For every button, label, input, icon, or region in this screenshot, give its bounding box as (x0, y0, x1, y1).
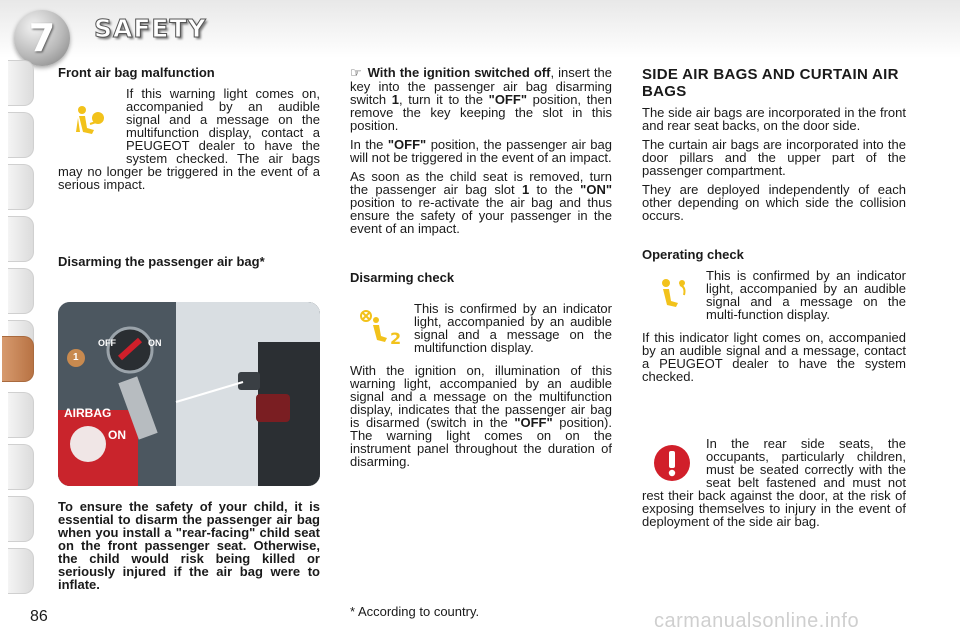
rear-seat-warning-block (642, 437, 906, 534)
off-paragraph (350, 138, 612, 164)
off-label: "OFF" (387, 137, 427, 152)
malfunction-text: If this warning light comes on, accompanied by an audible signal and a message on the multifunction display, contact a PEUGEOT dealer to have the system checked. The air bags may no longer be triggered in the event of a serious impact. (58, 87, 320, 192)
illumination-paragraph (350, 364, 612, 468)
footnote: * According to country. (350, 604, 480, 619)
disarming-check-text: This is confirmed by an indicator light, accompanied by an audible signal and a message on the multifunction display. (414, 302, 612, 355)
disarming-check-heading: Disarming check (350, 270, 455, 285)
ignition-text-c: position, then remove the key keeping the slot in this position. (350, 92, 612, 133)
operating-check-text: This is confirmed by an indicator light, accompanied by an audible signal and a message on the multi-function display. (706, 269, 906, 322)
photo-label-slot: 1 (73, 352, 79, 363)
deploy-text: They are deployed independently of each other depending on which side the collision occurs. (642, 182, 906, 223)
illumination-text-b: position). The warning light comes on on the instrument panel throughout the duration of disarming. (350, 415, 612, 469)
svg-text:2: 2 (390, 329, 402, 348)
airbag-disarmed-icon (350, 302, 410, 354)
removed-slot: 1 (521, 182, 530, 197)
removed-on: "ON" (580, 182, 612, 197)
rear-seat-warning-text: In the rear side seats, the occupants, particularly children, must be seated correctly with the seat belt fastened and must not rest their back against the door, at the risk of exposing themselves to injury in the event of deployment of the side air bag. (642, 437, 906, 529)
photo-label-airbag: AIRBAG (64, 406, 112, 420)
ignition-text-b: , turn it to the (399, 92, 489, 107)
chapter-title: SAFETY (94, 14, 207, 43)
airbag-switch-photo (58, 302, 320, 486)
page-number: 86 (30, 608, 48, 625)
ignition-bold: With the ignition switched off (367, 65, 551, 80)
watermark: carmanualsonline.info (654, 610, 860, 632)
ignition-text-a: , insert the key into the passenger air bag disarming switch (350, 65, 612, 107)
warning-exclamation-icon (642, 437, 702, 489)
indicator-text: If this indicator light comes on, accompanied by an audible signal and a message, contact a PEUGEOT dealer to have the system checked. (642, 330, 906, 384)
removed-text-b: to the (529, 182, 581, 197)
airbag-warning-icon (58, 87, 122, 157)
chapter-tab-rail (0, 60, 36, 580)
chapter-number-badge (14, 10, 70, 66)
operating-check-heading: Operating check (642, 247, 744, 262)
photo-label-on: ON (148, 338, 162, 348)
disarming-heading: Disarming the passenger air bag* (58, 254, 265, 269)
curtain-airbag-text: The curtain air bags are incorporated into the door pillars and the upper part of the passenger compartment. (642, 137, 906, 178)
removed-text-c: position to re-activate the air bag and thus ensure the safety of your passenger in the event of an impact. (350, 195, 612, 236)
column-left (58, 66, 320, 276)
ignition-off: "OFF" (488, 92, 527, 107)
chapter-tab[interactable] (8, 444, 34, 490)
photo-label-on-panel: ON (108, 428, 126, 442)
chapter-tab[interactable] (8, 392, 34, 438)
malfunction-block (58, 87, 320, 197)
chapter-tab[interactable] (8, 60, 34, 106)
side-airbag-icon (642, 269, 702, 321)
disarming-check-block (350, 302, 612, 360)
illumination-text-a: With the ignition on, illumination of this warning light, accompanied by an audible signal and a message on the multifunction display, indicates that the passenger air bag is disarmed (switch in the (350, 363, 612, 430)
illumination-off: "OFF" (514, 415, 553, 430)
chapter-tab[interactable] (8, 268, 34, 314)
chapter-tab[interactable] (8, 548, 34, 594)
malfunction-heading: Front air bag malfunction (58, 65, 215, 80)
off-intro: In the (350, 137, 388, 152)
column-right (642, 66, 906, 538)
side-airbag-text: The side air bags are incorporated in the front and rear seat backs, on the door side. (642, 105, 906, 133)
chapter-tab[interactable] (8, 216, 34, 262)
ignition-slot: 1 (391, 92, 399, 107)
chapter-tab[interactable] (8, 112, 34, 158)
operating-check-block (642, 269, 906, 327)
chapter-tab-active[interactable] (2, 336, 34, 382)
child-seat-warning-text: To ensure the safety of your child, it is essential to disarm the passenger air bag when you install a "rear-facing" child seat on the front passenger seat. Otherwise, the child would risk being killed or seriously injured if the air bag were to inflate. (58, 499, 320, 592)
removed-text-a: As soon as the child seat is removed, turn the passenger air bag slot (350, 169, 612, 197)
removed-paragraph (350, 170, 612, 235)
child-seat-warning (58, 500, 320, 597)
chapter-number: 7 (28, 16, 56, 60)
bullet-icon: ☞ (350, 66, 362, 81)
column-middle (350, 66, 612, 474)
photo-label-off: OFF (98, 338, 116, 348)
chapter-tab[interactable] (8, 496, 34, 542)
ignition-paragraph (350, 66, 612, 132)
chapter-tab[interactable] (8, 164, 34, 210)
off-text: position, the passenger air bag will not be triggered in the event of an impact. (350, 137, 612, 165)
section-heading: SIDE AIR BAGS AND CURTAIN AIR BAGS (642, 66, 899, 100)
